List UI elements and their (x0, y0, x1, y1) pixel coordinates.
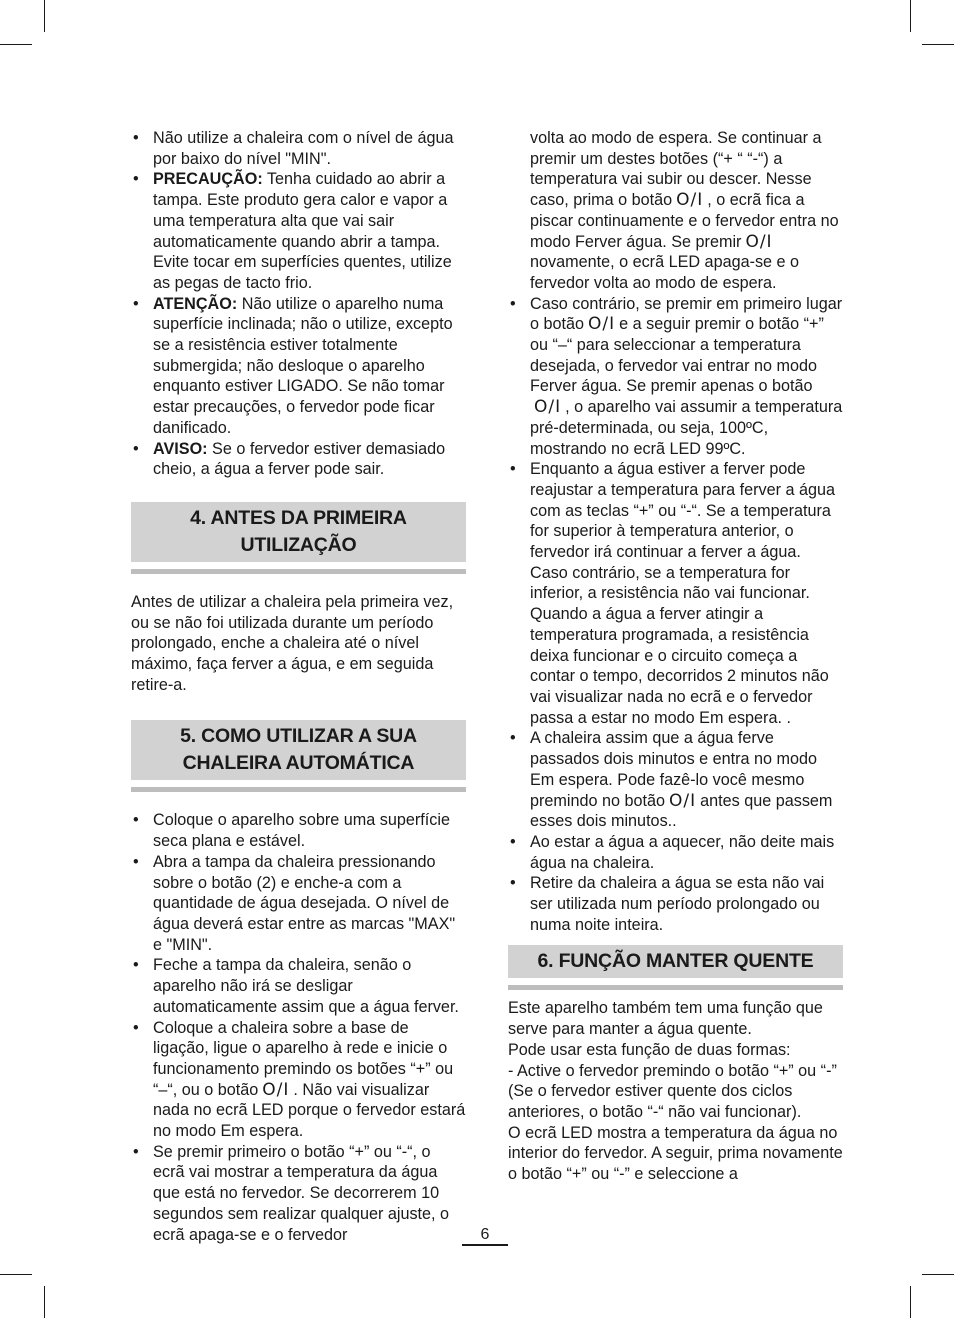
section-6-line: Pode usar esta função de duas formas: (508, 1040, 791, 1059)
section-6-line: - Active o fervedor premindo o botão “+” ou “-” (Se o fervedor estiver quente dos ciclos anteriores, o botão “-“ não vai funcionar). (508, 1061, 837, 1121)
section-6-line: Este aparelho também tem uma função que serve para manter a água quente. (508, 999, 823, 1039)
power-button-icon: O/I (534, 397, 562, 418)
crop-mark (922, 1274, 954, 1275)
crop-mark (922, 44, 954, 45)
right-bullet-list (508, 294, 843, 936)
list-item: • Feche a tampa da chaleira, senão o aparelho não irá se desligar automaticamente assim que a água ferver. (131, 955, 466, 1017)
list-item: • Coloque a chaleira sobre a base de ligação, ligue o aparelho à rede e inicie o funcionamento premindo os botões “+” ou “–“, ou o botão O/I . Não vai visualizar nada no ecrã LED porque o fervedor estará no modo Em espera. (131, 1018, 466, 1142)
section-5-bullet-list (131, 810, 466, 1245)
list-item: • PRECAUÇÃO: Tenha cuidado ao abrir a tampa. Este produto gera calor e vapor a uma temperatura alta que vai sair automaticamente quando abrir a tampa. Evite tocar em superfícies quentes, utilize as pegas de tacto frio. (131, 169, 466, 293)
section-6-line: O ecrã LED mostra a temperatura da água no interior do fervedor. A seguir, prima novamente o botão “+” ou “-” e seleccione a (508, 1123, 843, 1184)
section-4-heading: 4. ANTES DA PRIMEIRA UTILIZAÇÃO (131, 502, 466, 562)
list-item: • Ao estar a água a aquecer, não deite mais água na chaleira. (508, 832, 843, 873)
power-button-icon: O/I (588, 314, 616, 335)
power-button-icon: O/I (262, 1079, 290, 1100)
page-number: 6 (480, 1226, 490, 1243)
list-item: • Abra a tampa da chaleira pressionando sobre o botão (2) e enche-a com a quantidade de água desejada. O nível de água deverá estar entre as marcas "MAX" e "MIN". (131, 852, 466, 956)
list-item: • ATENÇÃO: Não utilize o aparelho numa superfície inclinada; não o utilize, excepto se a resistência estiver totalmente submergida; não desloque o aparelho enquanto estiver LIGADO. Se não tomar estar precauções, o fervedor pode ficar danificado. (131, 294, 466, 439)
warning-lead: AVISO: (153, 439, 208, 458)
list-item: • Enquanto a água estiver a ferver pode reajustar a temperatura para ferver a água com as teclas “+” ou “-“. Se a temperatura for superior à temperatura anterior, o fervedor irá continuar a ferver a água. Caso contrário, se a temperatura for inferior, a resistência não vai funcionar. Quando a água a ferver atingir a temperatura programada, a resistência deixa funcionar e o circuito começa a contar o tempo, decorridos 2 minutos não vai visualizar nada no ecrã e o fervedor passa a estar no modo Em espera. . (508, 459, 843, 728)
power-button-icon: O/I (669, 790, 697, 811)
list-item: • Retire da chaleira a água se esta não vai ser utilizada num período prolongado ou numa noite inteira. (508, 873, 843, 935)
section-4-body: Antes de utilizar a chaleira pela primeira vez, ou se não foi utilizada durante um período prolongado, enche a chaleira até o nível máximo, faça ferver a água, e em seguida retire-a. (131, 592, 454, 694)
list-item: • Coloque o aparelho sobre uma superfície seca plana e estável. (131, 810, 466, 851)
list-item: • A chaleira assim que a água ferve passados dois minutos e entra no modo Em espera. Pode fazê-lo você mesmo premindo no botão O/I antes que passem esses dois minutos.. (508, 728, 843, 832)
crop-mark (44, 0, 45, 32)
list-item: • Caso contrário, se premir em primeiro lugar o botão O/I e a seguir premir o botão “+” ou “–“ para seleccionar a temperatura desejada, o fervedor vai entrar no modo Ferver água. Se premir apenas o botãoO/I , o aparelho vai assumir a temperatura pré-determinada, ou seja, 100ºC, mostrando no ecrã LED 99ºC. (508, 294, 843, 460)
power-button-icon: O/I (745, 231, 773, 252)
warning-lead: ATENÇÃO: (153, 294, 238, 313)
power-button-icon: O/I (676, 190, 704, 211)
list-item: • Não utilize a chaleira com o nível de água por baixo do nível "MIN". (131, 128, 466, 169)
warning-lead: PRECAUÇÃO: (153, 170, 263, 189)
crop-mark (910, 0, 911, 32)
list-item: • Se premir primeiro o botão “+” ou “-“, o ecrã vai mostrar a temperatura da água que está no fervedor. Se decorrerem 10 segundos sem realizar qualquer ajuste, o ecrã apaga-se e o fervedor (131, 1142, 466, 1246)
right-column (508, 128, 843, 1185)
list-item: • AVISO: Se o fervedor estiver demasiado cheio, a água a ferver pode sair. (131, 439, 466, 480)
continuation-paragraph: volta ao modo de espera. Se continuar a premir um destes botões (“+ “ “-“) a temperatura vai subir ou descer. Nesse caso, prima o botão O/I , o ecrã fica a piscar continuamente e o fervedor entra no modo Ferver água. Se premir O/Inovamente, o ecrã LED apaga-se e o fervedor volta ao modo de espera. (530, 129, 839, 292)
crop-mark (44, 1286, 45, 1318)
left-column (131, 128, 466, 1245)
section-6-heading: 6. FUNÇÃO MANTER QUENTE (508, 945, 843, 978)
crop-mark (0, 1274, 32, 1275)
page-number-rule (462, 1244, 508, 1246)
section-5-heading: 5. COMO UTILIZAR A SUA CHALEIRA AUTOMÁTICA (131, 720, 466, 780)
crop-mark (0, 44, 32, 45)
crop-mark (910, 1286, 911, 1318)
intro-bullet-list (131, 128, 466, 480)
